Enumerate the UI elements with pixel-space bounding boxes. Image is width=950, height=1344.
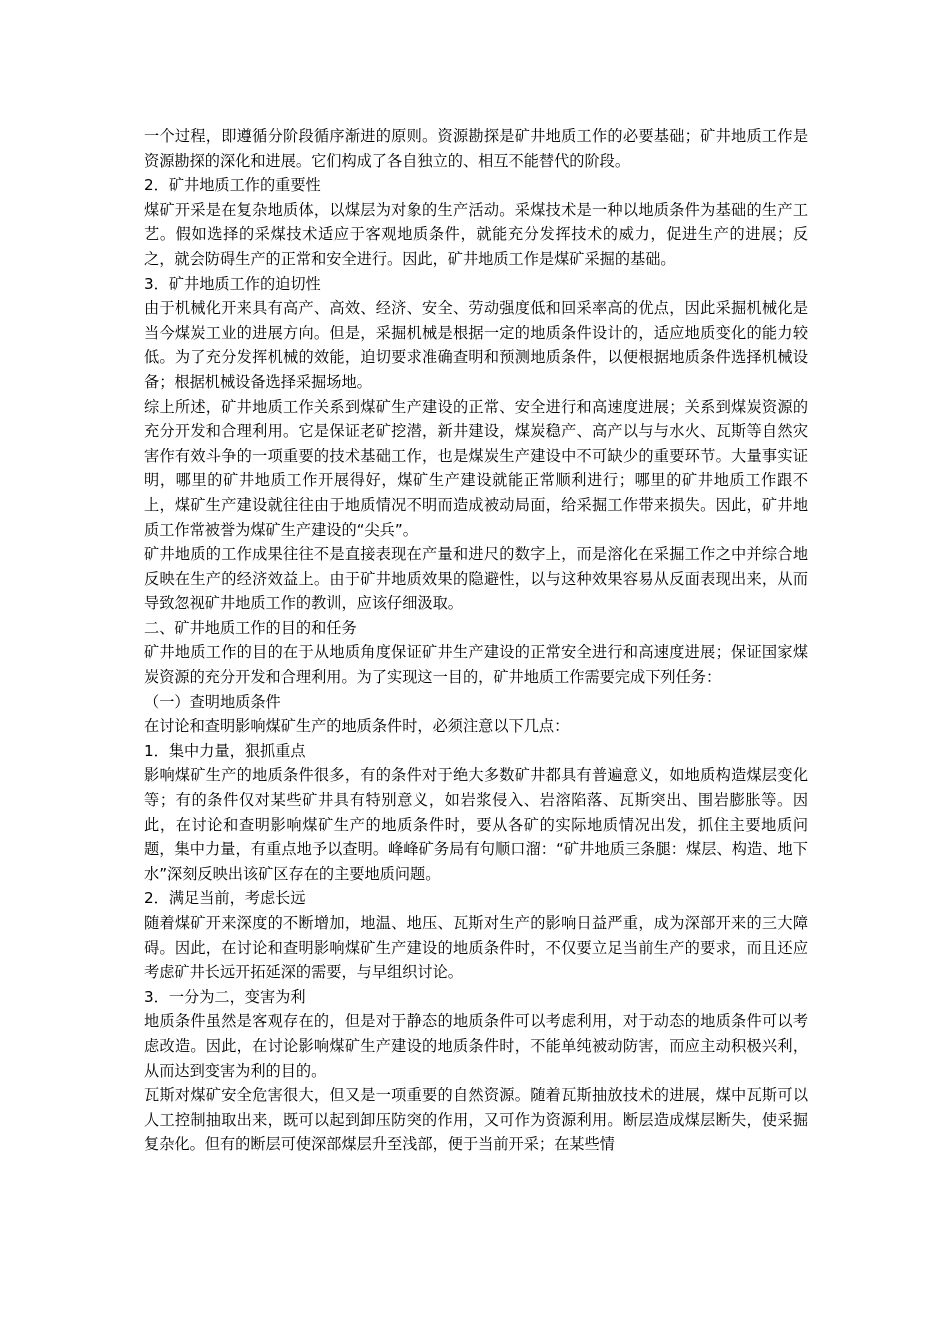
section-heading: 二、矿井地质工作的目的和任务 xyxy=(144,618,357,637)
section-heading: 3．矿井地质工作的迫切性 xyxy=(144,274,321,293)
paragraph: 随着煤矿开来深度的不断增加，地温、地压、瓦斯对生产的影响日益严重，成为深部开来的三大障碍。因此，在讨论和查明影响煤矿生产建设的地质条件时，不仅要立足当前生产的要求，而且还应考虑矿井长远开拓延深的需要，与早组织讨论。 xyxy=(144,914,808,982)
document-body xyxy=(144,124,808,1157)
paragraph: 地质条件虽然是客观存在的，但是对于静态的地质条件可以考虑利用，对于动态的地质条件可以考虑改造。因此，在讨论影响煤矿生产建设的地质条件时，不能单纯被动防害，而应主动积极兴利，从而达到变害为利的目的。 xyxy=(144,1012,808,1080)
paragraph: 综上所述，矿井地质工作关系到煤矿生产建设的正常、安全进行和高速度进展；关系到煤炭资源的充分开发和合理利用。它是保证老矿挖潜，新井建设，煤炭稳产、高产以与与水火、瓦斯等自然灾害作有效斗争的一项重要的技术基础工作，也是煤炭生产建设中不可缺少的重要环节。大量事实证明，哪里的矿井地质工作开展得好，煤矿生产建设就能正常顺利进行；哪里的矿井地质工作跟不上，煤矿生产建设就往往由于地质情况不明而造成被动局面，给采掘工作带来损失。因此，矿井地质工作常被誉为煤矿生产建设的“尖兵”。 xyxy=(144,397,808,539)
paragraph: 由于机械化开来具有高产、高效、经济、安全、劳动强度低和回采率高的优点，因此采掘机械化是当今煤炭工业的进展方向。但是，采掘机械是根据一定的地质条件设计的，适应地质变化的能力较低。为了充分发挥机械的效能，迫切要求准确查明和预测地质条件，以便根据地质条件选择机械设备；根据机械设备选择采掘场地。 xyxy=(144,299,808,391)
paragraph: 煤矿开采是在复杂地质体，以煤层为对象的生产活动。采煤技术是一种以地质条件为基础的生产工艺。假如选择的采煤技术适应于客观地质条件，就能充分发挥技术的威力，促进生产的进展；反之，就会防碍生产的正常和安全进行。因此，矿井地质工作是煤矿采掘的基础。 xyxy=(144,200,808,268)
paragraph: 一个过程，即遵循分阶段循序渐进的原则。资源勘探是矿井地质工作的必要基础；矿井地质工作是资源勘探的深化和进展。它们构成了各自独立的、相互不能替代的阶段。 xyxy=(144,127,808,170)
section-heading: 1．集中力量，狠抓重点 xyxy=(144,741,306,760)
paragraph: 影响煤矿生产的地质条件很多，有的条件对于绝大多数矿井都具有普遍意义，如地质构造煤层变化等；有的条件仅对某些矿井具有特别意义，如岩浆侵入、岩溶陷落、瓦斯突出、围岩膨胀等。因此，在讨论和查明影响煤矿生产的地质条件时，要从各矿的实际地质情况出发，抓住主要地质问题，集中力量，有重点地予以查明。峰峰矿务局有句顺口溜：“矿井地质三条腿：煤层、构造、地下水”深刻反映出该矿区存在的主要地质问题。 xyxy=(144,766,808,883)
subsection-heading: （一）查明地质条件 xyxy=(144,692,281,711)
section-heading: 2．满足当前，考虑长远 xyxy=(144,889,306,908)
paragraph: 矿井地质工作的目的在于从地质角度保证矿井生产建设的正常安全进行和高速度进展；保证国家煤炭资源的充分开发和合理利用。为了实现这一目的，矿井地质工作需要完成下列任务： xyxy=(144,643,808,687)
paragraph: 矿井地质的工作成果往往不是直接表现在产量和进尺的数字上，而是溶化在采掘工作之中并综合地反映在生产的经济效益上。由于矿井地质效果的隐避性，以与这种效果容易从反面表现出来，从而导致忽视矿井地质工作的教训，应该仔细汲取。 xyxy=(144,545,808,613)
section-heading: 2．矿井地质工作的重要性 xyxy=(144,176,321,195)
paragraph: 瓦斯对煤矿安全危害很大，但又是一项重要的自然资源。随着瓦斯抽放技术的进展，煤中瓦斯可以人工控制抽取出来，既可以起到卸压防突的作用，又可作为资源利用。断层造成煤层断失，使采掘复杂化。但有的断层可使深部煤层升至浅部，便于当前开采；在某些情 xyxy=(144,1086,808,1154)
paragraph: 在讨论和查明影响煤矿生产的地质条件时，必须注意以下几点： xyxy=(144,717,570,736)
section-heading: 3．一分为二，变害为利 xyxy=(144,987,306,1006)
